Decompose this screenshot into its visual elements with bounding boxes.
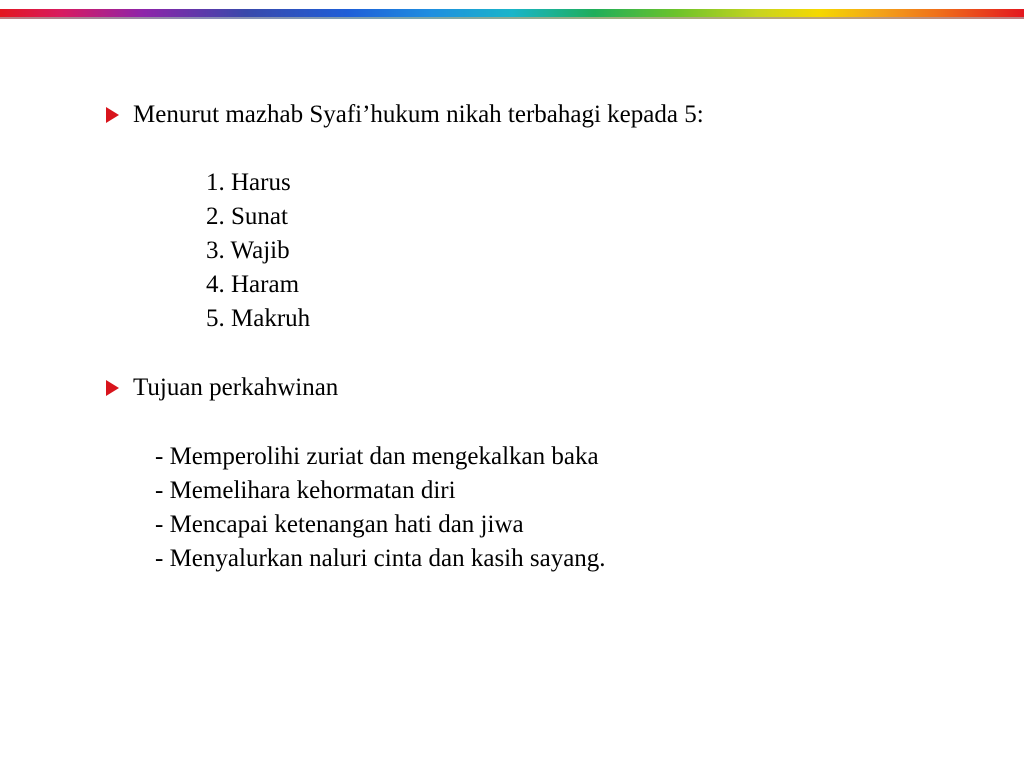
list-item: 3. Wajib	[206, 237, 290, 264]
list-item: 5. Makruh	[206, 305, 311, 332]
list-item: - Menyalurkan naluri cinta dan kasih sayang.	[155, 545, 606, 572]
list-item: 1. Harus	[206, 169, 291, 196]
section1-heading: Menurut mazhab Syafi’hukum nikah terbahagi kepada 5:	[133, 101, 704, 128]
section2-heading-row	[106, 372, 338, 404]
rainbow-header-bar	[0, 9, 1024, 17]
arrow-bullet-icon	[106, 380, 119, 396]
list-item: - Mencapai ketenangan hati dan jiwa	[155, 511, 524, 538]
section1-heading-row	[106, 99, 704, 131]
section2-heading: Tujuan perkahwinan	[133, 374, 339, 401]
list-item: - Memperolihi zuriat dan mengekalkan baka	[155, 443, 599, 470]
list-item: 2. Sunat	[206, 203, 288, 230]
list-item: - Memelihara kehormatan diri	[155, 477, 456, 504]
arrow-bullet-icon	[106, 107, 119, 123]
list-item: 4. Haram	[206, 271, 300, 298]
